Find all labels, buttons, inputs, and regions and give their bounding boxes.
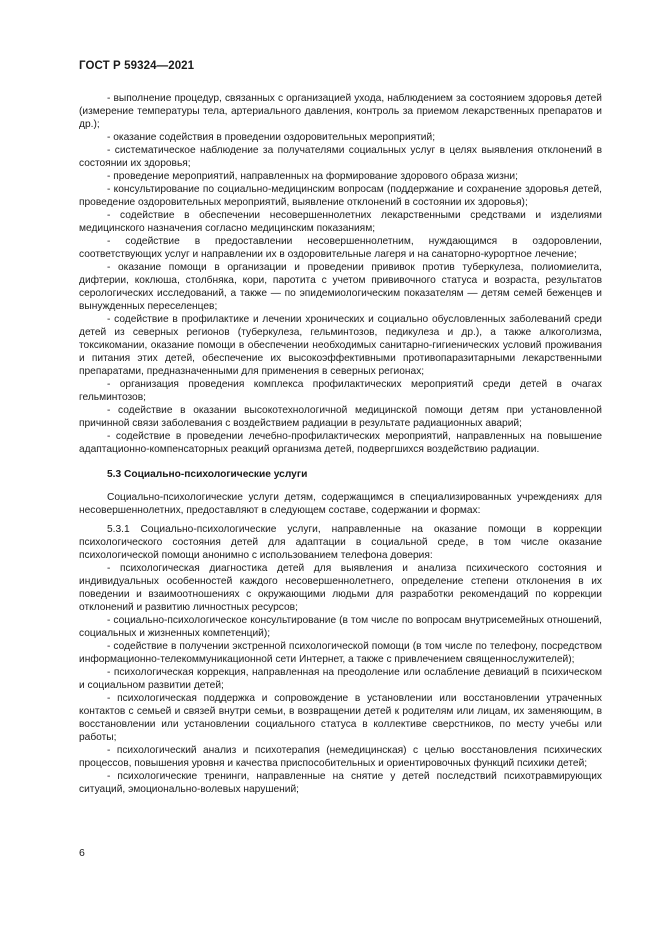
list-item: - психологические тренинги, направленные на снятие у детей последствий психотравмирующих ситуаций, эмоционально-волевых нарушений;: [79, 771, 602, 795]
section-heading: 5.3 Социально-психологические услуги: [107, 469, 308, 480]
list-item: - содействие в проведении лечебно-профилактических мероприятий, направленных на повышение адаптационно-компенсаторных реакций организма детей, подвергшихся воздействию радиации.: [79, 431, 602, 455]
page-number: 6: [79, 847, 85, 859]
list-item: - проведение мероприятий, направленных на формирование здорового образа жизни;: [107, 171, 518, 182]
list-item: - психологический анализ и психотерапия (немедицинская) с целью восстановления психических процессов, повышения уровня и качества приспособительных и ориентировочных функций психики детей;: [79, 745, 602, 769]
list-item: - содействие в профилактике и лечении хронических и социально обусловленных заболеваний среди детей из северных регионов (туберкулеза, гельминтозов, педикулеза и др.), а также алкоголизма, токсикомании, оказание помощи в обеспечении необходимых санитарно-гигиенических условий проживания и питания этих детей, обеспечение их высокоэффективными противопаразитарными лекарственными препаратами, предназначенными для применения в северных регионах;: [79, 314, 602, 377]
list-item: - содействие в получении экстренной психологической помощи (в том числе по телефону, посредством информационно-телекоммуникационной сети Интернет, а также с привлечением священнослужителей);: [79, 641, 602, 665]
list-bottom: [79, 562, 602, 796]
list-item: - оказание помощи в организации и проведении прививок против туберкулеза, полиомиелита, дифтерии, коклюша, столбняка, кори, паротита с учетом прививочного статуса и возраста, результатов серологических исследований, а также — по эпидемиологическим показателям — детям семей беженцев и вынужденных переселенцев;: [79, 262, 602, 312]
list-item: - психологическая коррекция, направленная на преодоление или ослабление девиаций в психическом и социальном развитии детей;: [79, 667, 602, 691]
list-item: - организация проведения комплекса профилактических мероприятий среди детей в очагах гельминтозов;: [79, 379, 602, 403]
list-top: [79, 92, 602, 456]
list-item: - психологическая поддержка и сопровождение в установлении или восстановлении утраченных контактов с семьей и связей внутри семьи, в возвращении детей к родителям или лицам, их заменяющим, в восстановлении или установлении социального статуса в коллективе сверстников, по месту учебы или работы;: [79, 693, 602, 743]
page-content: [79, 92, 602, 796]
list-item: - содействие в оказании высокотехнологичной медицинской помощи детям при установленной причинной связи заболевания с воздействием радиации в результате радиационных аварий;: [79, 405, 602, 429]
clause-paragraph: 5.3.1 Социально-психологические услуги, направленные на оказание помощи в коррекции психологического состояния детей для адаптации в социальной среде, в том числе оказание психологической помощи анонимно с использованием телефона доверия:: [79, 524, 602, 561]
list-item: - консультирование по социально-медицинским вопросам (поддержание и сохранение здоровья детей, проведение оздоровительных мероприятий, выявление отклонений в состоянии их здоровья);: [79, 184, 602, 208]
list-item: - оказание содействия в проведении оздоровительных мероприятий;: [107, 132, 436, 143]
list-item: - содействие в обеспечении несовершеннолетних лекарственными средствами и изделиями медицинского назначения согласно медицинским показаниям;: [79, 210, 602, 234]
list-item: - систематическое наблюдение за получателями социальных услуг в целях выявления отклонений в состоянии их здоровья;: [79, 145, 602, 169]
list-item: - выполнение процедур, связанных с организацией ухода, наблюдением за состоянием здоровья детей (измерение температуры тела, артериального давления, контроль за приемом лекарственных препаратов и др.);: [79, 93, 602, 130]
section-intro: Социально-психологические услуги детям, содержащимся в специализированных учреждениях для несовершеннолетних, предоставляют в следующем составе, содержании и формах:: [79, 492, 602, 516]
list-item: - психологическая диагностика детей для выявления и анализа психического состояния и индивидуальных особенностей каждого несовершеннолетнего, определение степени отклонения в их поведении и взаимоотношениях с окружающими людьми для разработки рекомендаций по коррекции отклонений и развитию личностных ресурсов;: [79, 563, 602, 613]
list-item: - содействие в предоставлении несовершеннолетним, нуждающимся в оздоровлении, соответствующих услуг и направлении их в оздоровительные лагеря и на санаторно-курортное лечение;: [79, 236, 602, 260]
list-item: - социально-психологическое консультирование (в том числе по вопросам внутрисемейных отношений, социальных и жизненных компетенций);: [79, 615, 602, 639]
standard-header: ГОСТ Р 59324—2021: [79, 60, 195, 72]
